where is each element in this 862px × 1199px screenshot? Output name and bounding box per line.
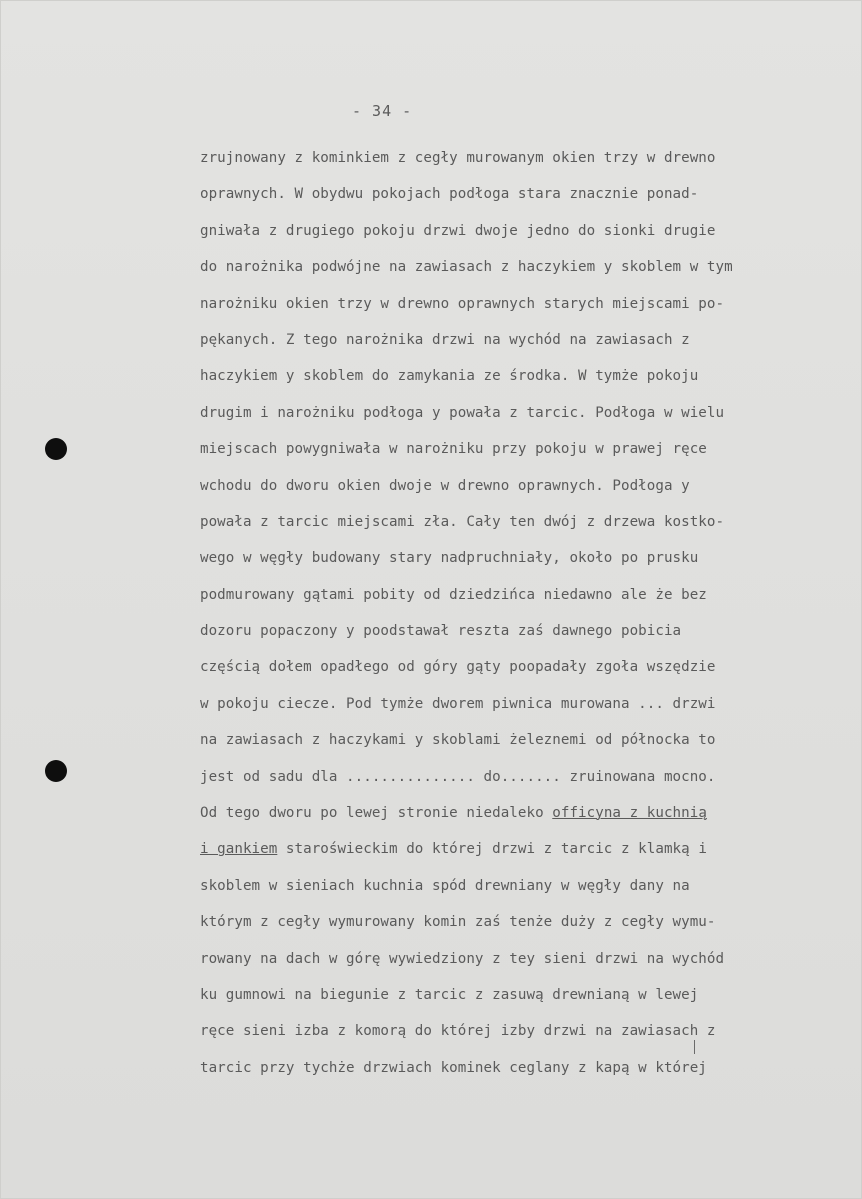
page-number: - 34 -: [352, 102, 413, 120]
text-line: w pokoju ciecze. Pod tymże dworem piwnica murowana ... drzwi: [200, 695, 716, 712]
underlined-phrase: officyna z kuchnią: [552, 805, 707, 822]
text-line: haczykiem y skoblem do zamykania ze środka. W tymże pokoju: [200, 368, 699, 385]
text-line: wchodu do dworu okien dwoje w drewno oprawnych. Podłoga y: [200, 477, 690, 494]
text-line: powała z tarcic miejscami zła. Cały ten dwój z drzewa kostko-: [200, 513, 725, 530]
text-line: narożniku okien trzy w drewno oprawnych starych miejscami po-: [200, 295, 725, 312]
typed-text-body: [200, 146, 850, 1092]
text-line: oprawnych. W obydwu pokojach podłoga stara znacznie ponad-: [200, 186, 699, 203]
text-line: którym z cegły wymurowany komin zaś tenże duży z cegły wymu-: [200, 914, 716, 931]
underlined-phrase: i gankiem: [200, 841, 278, 858]
text-line: do narożnika podwójne na zawiasach z haczykiem y skoblem w tym: [200, 259, 733, 276]
text-line: ku gumnowi na biegunie z tarcic z zasuwą drewnianą w lewej: [200, 986, 699, 1003]
text-line: drugim i narożniku podłoga y powała z tarcic. Podłoga w wielu: [200, 404, 725, 421]
text-line: miejscach powygniwała w narożniku przy pokoju w prawej ręce: [200, 441, 707, 458]
text-line: zrujnowany z kominkiem z cegły murowanym okien trzy w drewno: [200, 150, 716, 166]
text-line: gniwała z drugiego pokoju drzwi dwoje jedno do sionki drugie: [200, 222, 716, 239]
text-line: podmurowany gątami pobity od dziedzińca niedawno ale że bez: [200, 586, 707, 603]
text-line: ręce sieni izba z komorą do której izby drzwi na zawiasach z: [200, 1023, 716, 1040]
text-line: dozoru popaczony y poodstawał reszta zaś dawnego pobicia: [200, 623, 682, 640]
binder-hole-bottom: [45, 760, 67, 782]
text-line: częścią dołem opadłego od góry gąty poopadały zgoła wszędzie: [200, 659, 716, 676]
text-line: jest od sadu dla ............... do....... zruinowana mocno.: [200, 768, 716, 785]
text-line: tarcic przy tychże drzwiach kominek ceglany z kapą w której: [200, 1059, 707, 1076]
text-line: na zawiasach z haczykami y skoblami żeleznemi od północka to: [200, 732, 716, 749]
text-line: rowany na dach w górę wywiedziony z tey sieni drzwi na wychód: [200, 950, 725, 967]
text-line: i gankiem staroświeckim do której drzwi z tarcic z klamką i: [200, 841, 707, 858]
binder-hole-top: [45, 438, 67, 460]
text-line: pękanych. Z tego narożnika drzwi na wychód na zawiasach z: [200, 331, 690, 348]
text-line: skoblem w sieniach kuchnia spód drewniany w węgły dany na: [200, 877, 690, 894]
text-line: wego w węgły budowany stary nadpruchniały, około po prusku: [200, 550, 699, 567]
text-line: Od tego dworu po lewej stronie niedaleko officyna z kuchnią: [200, 805, 707, 822]
pencil-tick-mark: [694, 1040, 695, 1054]
